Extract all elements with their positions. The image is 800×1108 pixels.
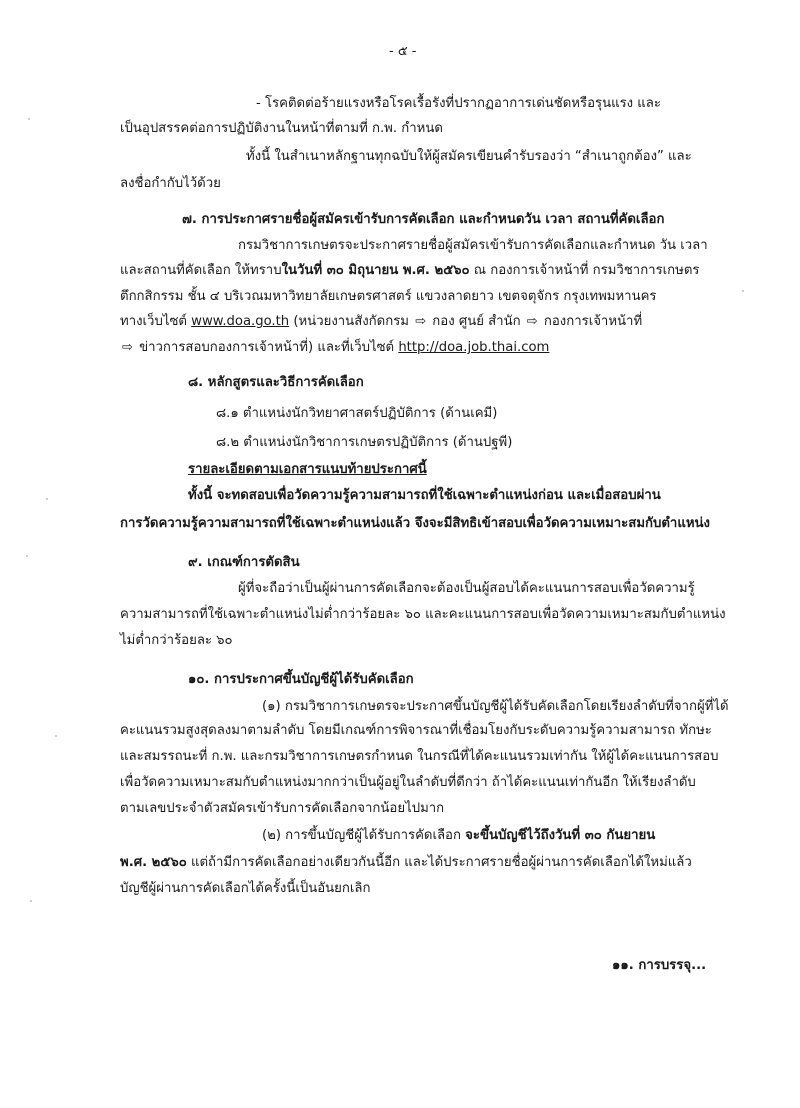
scan-speck bbox=[26, 555, 28, 557]
announcement-date: ในวันที่ ๓๐ มิถุนายน พ.ศ. ๒๕๖๐ bbox=[281, 263, 470, 278]
list-expiry-year: พ.ศ. ๒๕๖๐ bbox=[120, 855, 187, 870]
section10-p1-line-2: คะแนนรวมสูงสุดลงมาตามลำดับ โดยมีเกณฑ์การพิจารณาที่เชื่อมโยงกับระดับความรู้ความสามารถ ทักษะ bbox=[120, 723, 712, 738]
section7-line-5-pre: ข่าวการสอบกองการเจ้าหน้าที่) และที่เว็บไซต์ bbox=[134, 340, 399, 355]
arrow-right-icon: ⇨ bbox=[526, 314, 538, 329]
scan-speck bbox=[30, 900, 32, 902]
section10-heading: ๑๐. การประกาศขึ้นบัญชีผู้ได้รับคัดเลือก bbox=[188, 672, 414, 687]
section7-heading: ๗. การประกาศรายชื่อผู้สมัครเข้ารับการคัดเลือก และกำหนดวัน เวลา สถานที่คัดเลือก bbox=[182, 212, 665, 227]
section7-line-4-mid2: กอง ศูนย์ สำนัก bbox=[428, 314, 525, 329]
section7-line-4 bbox=[120, 312, 642, 332]
section7-line-2-post: ณ กองการเจ้าหน้าที่ กรมวิชาการเกษตร bbox=[469, 263, 700, 278]
section10-p1-line-1: (๑) กรมวิชาการเกษตรจะประกาศขึ้นบัญชีผู้ได้รับคัดเลือกโดยเรียงลำดับที่จากผู้ที่ได้ bbox=[262, 699, 729, 714]
section9-line-2: ความสามารถที่ใช้เฉพาะตำแหน่งไม่ต่ำกว่าร้อยละ ๖๐ และคะแนนการสอบเพื่อวัดความเหมาะสมกับตำแหน่ง bbox=[120, 607, 726, 622]
scan-speck bbox=[55, 735, 57, 737]
section7-line-4-mid1: (หน่วยงานสังกัดกรม bbox=[289, 314, 414, 329]
section10-p2-line-2-post: แต่ถ้ามีการคัดเลือกอย่างเดียวกันนี้อีก และได้ประกาศรายชื่อผู้ผ่านการคัดเลือกได้ใหม่แล้ว bbox=[186, 855, 692, 870]
scan-speck bbox=[46, 498, 48, 500]
next-page-continuation: ๑๑. การบรรจุ... bbox=[612, 958, 707, 973]
section7-line-4-pre: ทางเว็บไซต์ bbox=[120, 314, 192, 329]
section8-heading: ๘. หลักสูตรและวิธีการคัดเลือก bbox=[188, 375, 364, 390]
disease-line-2: เป็นอุปสรรคต่อการปฏิบัติงานในหน้าที่ตามที่ ก.พ. กำหนด bbox=[120, 121, 443, 136]
section10-p2-line-1 bbox=[262, 826, 655, 846]
section9-line-1: ผู้ที่จะถือว่าเป็นผู้ผ่านการคัดเลือกจะต้องเป็นผู้สอบได้คะแนนการสอบเพื่อวัดความรู้ bbox=[238, 581, 695, 596]
section10-p1-line-3: และสมรรถนะที่ ก.พ. และกรมวิชาการเกษตรกำหนด ในกรณีที่ได้คะแนนรวมเท่ากัน ให้ผู้ได้คะแนนการสอบ bbox=[120, 749, 719, 764]
certify-line-1: ทั้งนี้ ในสำเนาหลักฐานทุกฉบับให้ผู้สมัครเขียนคำรับรองว่า “สำเนาถูกต้อง” และ bbox=[246, 149, 692, 164]
section7-line-3: ตึกกสิกรรม ชั้น ๔ บริเวณมหาวิทยาลัยเกษตรศาสตร์ แขวงลาดยาว เขตจตุจักร กรุงเทพมหานคร bbox=[120, 289, 657, 304]
details-attachment-note: รายละเอียดตามเอกสารแนบท้ายประกาศนี้ bbox=[188, 462, 427, 477]
section8-note-line-1: ทั้งนี้ จะทดสอบเพื่อวัดความรู้ความสามารถที่ใช้เฉพาะตำแหน่งก่อน และเมื่อสอบผ่าน bbox=[188, 488, 661, 503]
section10-p2-line-3: บัญชีผู้ผ่านการคัดเลือกได้ครั้งนี้เป็นอันยกเลิก bbox=[120, 881, 371, 896]
section10-p2-line-1-pre: (๒) การขึ้นบัญชีผู้ได้รับการคัดเลือก bbox=[262, 828, 466, 843]
section7-line-1: กรมวิชาการเกษตรจะประกาศรายชื่อผู้สมัครเข้ารับการคัดเลือกและกำหนด วัน เวลา bbox=[238, 238, 708, 253]
certify-line-2: ลงชื่อกำกับไว้ด้วย bbox=[120, 176, 221, 191]
section8-item-2: ๘.๒ ตำแหน่งนักวิชาการเกษตรปฏิบัติการ (ด้านปฐพี) bbox=[216, 435, 513, 450]
section7-line-2 bbox=[120, 261, 700, 281]
section7-line-4-post: กองการเจ้าหน้าที่ bbox=[539, 314, 643, 329]
list-expiry-date: จะขึ้นบัญชีไว้ถึงวันที่ ๓๐ กันยายน bbox=[465, 828, 656, 843]
disease-line-1: - โรคติดต่อร้ายแรงหรือโรคเรื้อรังที่ปรากฏอาการเด่นชัดหรือรุนแรง และ bbox=[256, 96, 661, 111]
section8-note-line-2: การวัดความรู้ความสามารถที่ใช้เฉพาะตำแหน่งแล้ว จึงจะมีสิทธิเข้าสอบเพื่อวัดความเหมาะสมกับตำแหน่ง bbox=[120, 516, 710, 531]
section7-line-2-pre: และสถานที่คัดเลือก ให้ทราบ bbox=[120, 263, 282, 278]
section8-item-1: ๘.๑ ตำแหน่งนักวิทยาศาสตร์ปฏิบัติการ (ด้านเคมี) bbox=[216, 406, 498, 421]
page-number: - ๕ - bbox=[389, 44, 417, 59]
section10-p2-line-2 bbox=[120, 853, 692, 873]
section7-line-5 bbox=[120, 338, 549, 358]
arrow-right-icon: ⇨ bbox=[122, 340, 133, 355]
doa-job-website-link[interactable]: http://doa.job.thai.com bbox=[398, 340, 550, 355]
section9-line-3: ไม่ต่ำกว่าร้อยละ ๖๐ bbox=[120, 633, 233, 648]
arrow-right-icon: ⇨ bbox=[415, 314, 427, 329]
doa-website-link[interactable]: www.doa.go.th bbox=[191, 314, 290, 329]
section10-p1-line-4: เพื่อวัดความเหมาะสมกับตำแหน่งมากกว่าเป็นผู้อยู่ในลำดับที่ดีกว่า ถ้าได้คะแนนเท่ากันอีก ให้เรียงลำดับ bbox=[120, 775, 696, 790]
scan-speck bbox=[28, 118, 30, 120]
section9-heading: ๙. เกณฑ์การตัดสิน bbox=[188, 555, 300, 570]
section10-p1-line-5: ตามเลขประจำตัวสมัครเข้ารับการคัดเลือกจากน้อยไปมาก bbox=[120, 801, 445, 816]
scan-speck bbox=[742, 290, 744, 292]
